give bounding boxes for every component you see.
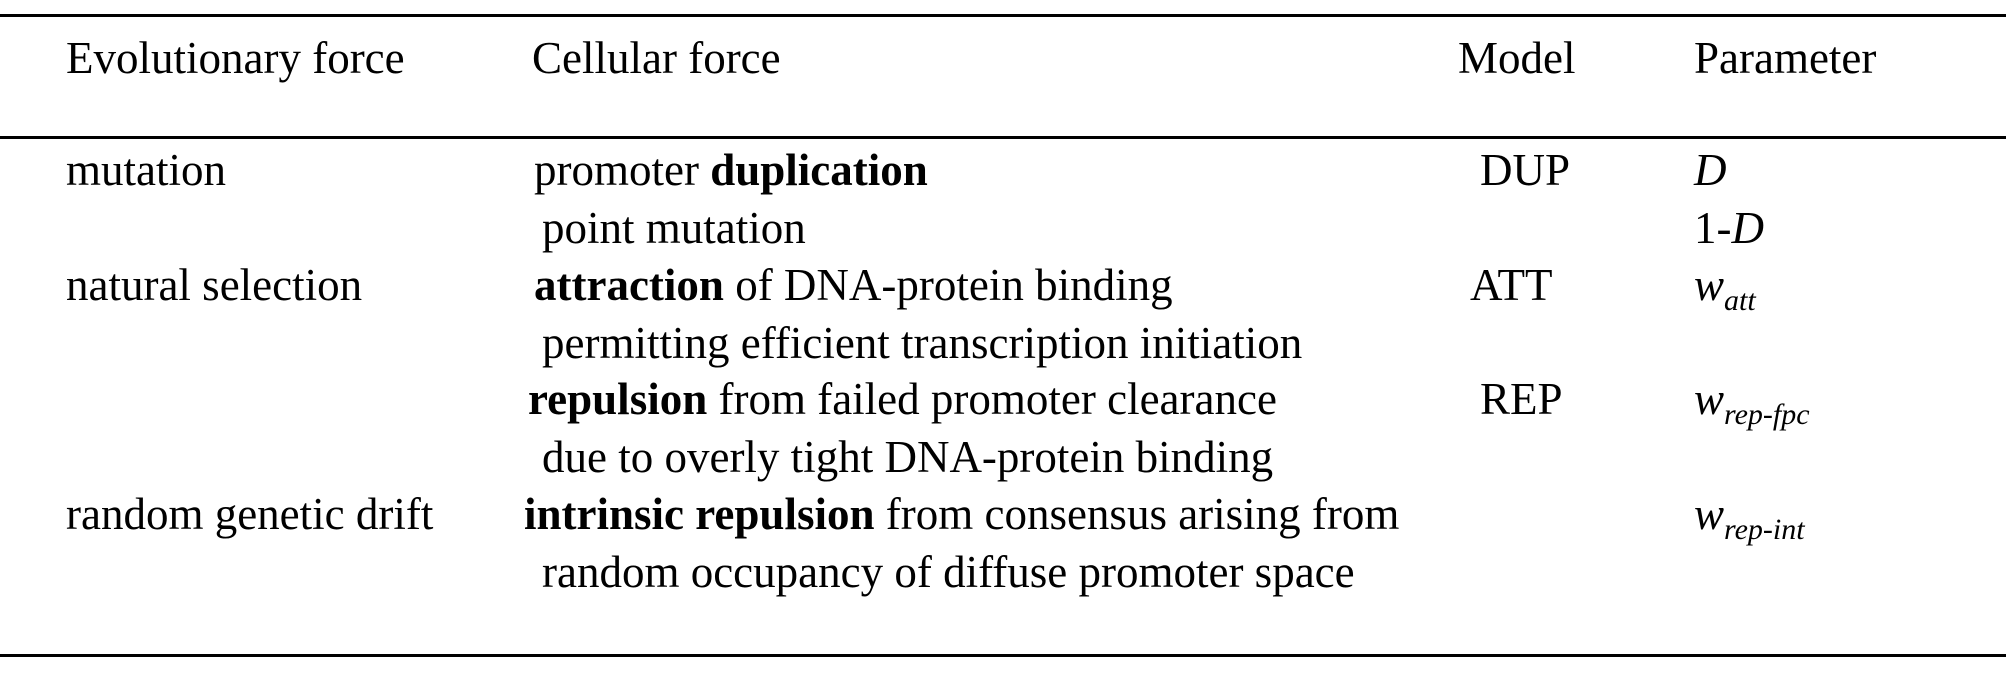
cellular-text: from consensus arising from <box>874 489 1400 539</box>
row-mutation-cellular-line-2: point mutation <box>542 203 806 253</box>
header-rule <box>0 136 2006 139</box>
cellular-bold: repulsion <box>528 374 708 424</box>
row-drift-param <box>1694 489 1805 546</box>
row-attraction-cellular-line-2: permitting efficient transcription initiation <box>542 318 1303 368</box>
row-drift-cellular-line-1 <box>524 489 1400 539</box>
header-parameter: Parameter <box>1694 33 1877 83</box>
cellular-bold: duplication <box>710 145 928 195</box>
header-cellular-force: Cellular force <box>532 33 781 83</box>
row-mutation-evolutionary-force: mutation <box>66 145 226 195</box>
top-rule <box>0 14 2006 17</box>
row-repulsion-model: REP <box>1480 374 1563 424</box>
row-natural-selection-evolutionary-force: natural selection <box>66 260 363 310</box>
row-drift-cellular-line-2: random occupancy of diffuse promoter space <box>542 547 1355 597</box>
row-mutation-param-2 <box>1694 203 1764 253</box>
param-subscript: rep-int <box>1724 513 1805 546</box>
row-repulsion-cellular-line-1 <box>528 374 1277 424</box>
param-prefix: 1- <box>1694 203 1732 253</box>
param-base: w <box>1694 374 1725 424</box>
cellular-bold: attraction <box>534 260 724 310</box>
param-base: D <box>1731 203 1764 253</box>
cellular-bold: intrinsic repulsion <box>524 489 875 539</box>
cellular-text: of DNA-protein binding <box>723 260 1173 310</box>
row-repulsion-cellular-line-2: due to overly tight DNA-protein binding <box>542 432 1274 482</box>
param-base: w <box>1694 260 1725 310</box>
cellular-text: promoter <box>534 145 711 195</box>
header-model: Model <box>1458 33 1576 83</box>
row-attraction-cellular-line-1 <box>534 260 1173 310</box>
row-drift-evolutionary-force: random genetic drift <box>66 489 434 539</box>
header-evolutionary-force: Evolutionary force <box>66 33 405 83</box>
row-mutation-cellular-line-1 <box>534 145 928 195</box>
row-attraction-param <box>1694 260 1756 317</box>
param-base: w <box>1694 489 1725 539</box>
bottom-rule <box>0 654 2006 657</box>
row-mutation-model: DUP <box>1480 145 1571 195</box>
row-repulsion-param <box>1694 374 1810 431</box>
param-subscript: att <box>1724 284 1756 317</box>
param-subscript: rep-fpc <box>1724 398 1810 431</box>
cellular-text: from failed promoter clearance <box>707 374 1277 424</box>
row-attraction-model: ATT <box>1470 260 1553 310</box>
row-mutation-param-1: D <box>1694 145 1727 195</box>
